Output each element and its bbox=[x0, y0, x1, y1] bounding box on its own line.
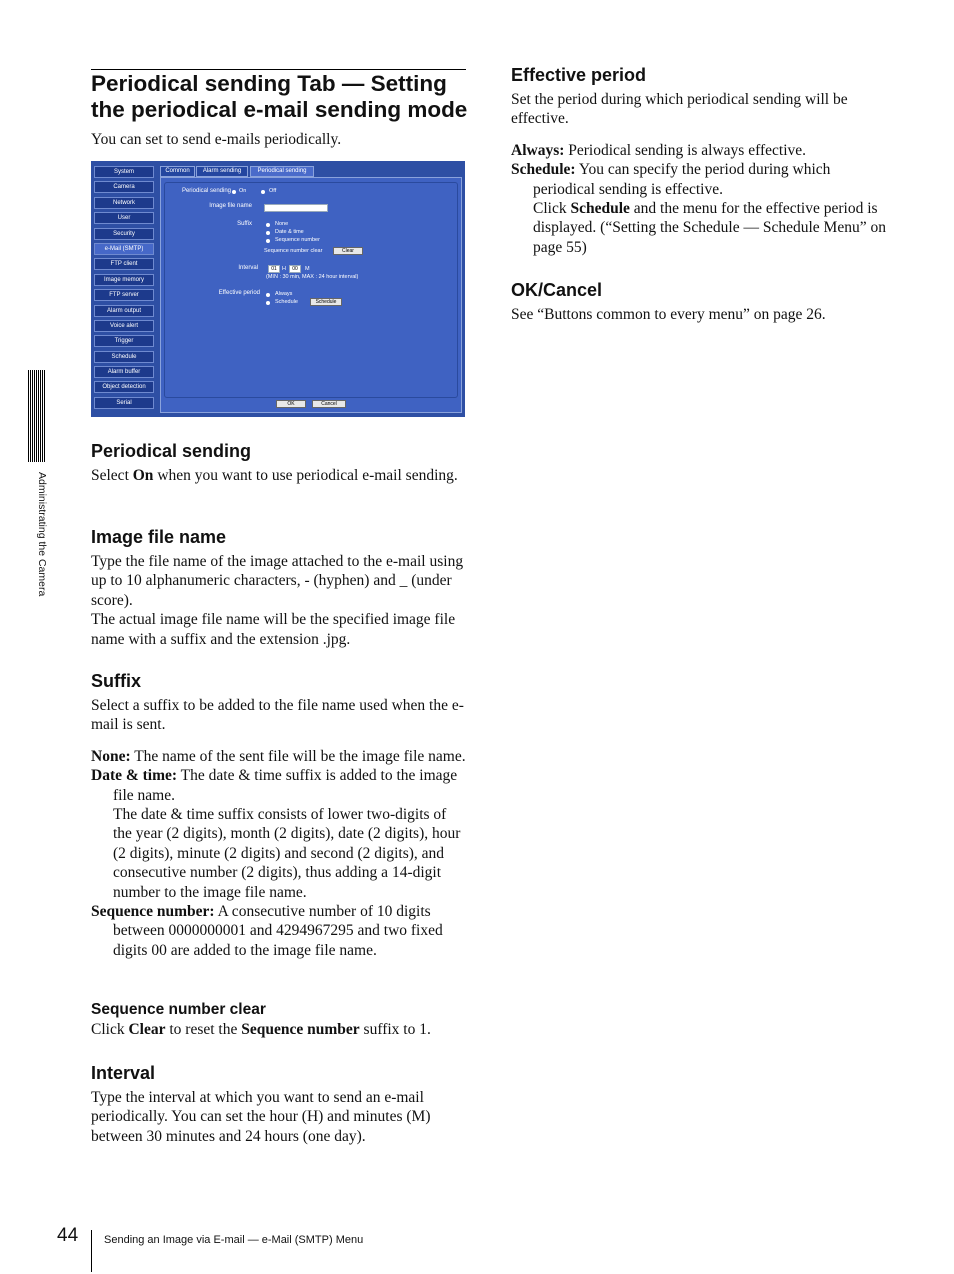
tab-periodical-sending[interactable]: Periodical sending bbox=[250, 166, 314, 177]
page-title: Periodical sending Tab — Setting the periodical e-mail sending mode bbox=[91, 71, 468, 122]
nav-item-serial[interactable]: Serial bbox=[94, 397, 154, 409]
nav-item-email[interactable]: e-Mail (SMTP) bbox=[94, 243, 154, 255]
suffix-seq-label: Sequence number bbox=[275, 237, 320, 243]
periodical-label: Periodical sending bbox=[181, 188, 231, 194]
sequence-clear-text: Click Clear to reset the Sequence number suffix to 1. bbox=[91, 1021, 431, 1038]
heading-sequence-number-clear: Sequence number clear bbox=[91, 1001, 266, 1018]
radio-on[interactable] bbox=[232, 190, 236, 194]
cancel-button[interactable]: Cancel bbox=[312, 400, 346, 408]
ok-button[interactable]: OK bbox=[276, 400, 306, 408]
interval-minute-input[interactable]: 00 bbox=[289, 265, 301, 273]
nav-item-system[interactable]: System bbox=[94, 166, 154, 178]
image-file-input[interactable] bbox=[264, 204, 328, 212]
nav-item-ftp-server[interactable]: FTP server bbox=[94, 289, 154, 301]
periodical-sending-text: Select On when you want to use periodical e-mail sending. bbox=[91, 467, 458, 484]
minute-unit: M bbox=[305, 266, 310, 272]
nav-item-voice-alert[interactable]: Voice alert bbox=[94, 320, 154, 332]
heading-effective-period: Effective period bbox=[511, 65, 647, 85]
interval-text: Type the interval at which you want to send an e-mail periodically. You can set the hour (H) and minutes (M) between 30 minutes and 24 hours (one day). bbox=[91, 1089, 431, 1145]
schedule-label: Schedule bbox=[275, 299, 298, 305]
effective-period-text: Set the period during which periodical sending will be effective. Always: Periodical sending is always effective. Schedule: You can specify the period during which periodical sending is effective. Click Schedule and the menu for the effective period is displayed. (“Setting the Schedule — Schedule Menu” on page 55) bbox=[511, 91, 886, 256]
chapter-label: Administrating the Camera bbox=[36, 472, 48, 597]
radio-suffix-date[interactable] bbox=[266, 231, 270, 235]
suffix-label: Suffix bbox=[237, 221, 252, 227]
hour-unit: H bbox=[282, 266, 286, 272]
radio-schedule[interactable] bbox=[266, 301, 270, 305]
heading-interval: Interval bbox=[91, 1063, 156, 1083]
nav-item-object-detection[interactable]: Object detection bbox=[94, 381, 154, 393]
radio-on-label: On bbox=[239, 188, 247, 194]
footer-text: Sending an Image via E-mail — e-Mail (SMTP) Menu bbox=[104, 1234, 364, 1246]
heading-ok-cancel: OK/Cancel bbox=[511, 280, 603, 300]
always-label: Always bbox=[275, 291, 293, 297]
heading-suffix: Suffix bbox=[91, 671, 142, 691]
intro-text: You can set to send e-mails periodically. bbox=[91, 131, 342, 148]
interval-note: (MIN : 30 min, MAX : 24 hour interval) bbox=[266, 274, 359, 280]
nav-item-image-memory[interactable]: Image memory bbox=[94, 274, 154, 286]
nav-item-camera[interactable]: Camera bbox=[94, 181, 154, 193]
footer-rule bbox=[91, 1230, 92, 1272]
seq-clear-label: Sequence number clear bbox=[264, 248, 323, 254]
nav-item-network[interactable]: Network bbox=[94, 197, 154, 209]
radio-always[interactable] bbox=[266, 293, 270, 297]
radio-suffix-seq[interactable] bbox=[266, 239, 270, 243]
settings-screenshot bbox=[91, 161, 465, 417]
image-file-label: Image file name bbox=[209, 203, 252, 209]
tab-common[interactable]: Common bbox=[160, 166, 195, 177]
effective-label: Effective period bbox=[218, 290, 260, 296]
nav-item-security[interactable]: Security bbox=[94, 228, 154, 240]
suffix-date-label: Date & time bbox=[275, 229, 304, 235]
interval-hour-input[interactable]: 01 bbox=[268, 265, 280, 273]
radio-off-label: Off bbox=[269, 188, 277, 194]
clear-button[interactable]: Clear bbox=[333, 247, 363, 255]
chapter-tab-marker bbox=[28, 370, 46, 462]
nav-item-alarm-output[interactable]: Alarm output bbox=[94, 305, 154, 317]
image-file-name-text: Type the file name of the image attached to the e-mail using up to 10 alphanumeric characters, - (hyphen) and _ (under score). The actual image file name will be the specified image file name with a suffix and the extension .jpg. bbox=[91, 553, 464, 648]
suffix-text: Select a suffix to be added to the file name used when the e-mail is sent. None: The name of the sent file will be the image file name. Date & time: The date & time suffix is added to the image file name. The date & time suffix consists of lower two-digits of the year (2 digits), month (2 digits), date (2 digits), hour (2 digits), minute (2 digits) and second (2 digits), and consecutive number (2 digits), thus adding a 14-digit number to the image file name. Sequence number: A consecutive number of 10 digits between 0000000001 and 4294967295 and two fixed digits 00 are added to the image file name. bbox=[91, 697, 466, 959]
settings-panel bbox=[160, 177, 462, 413]
schedule-button[interactable]: Schedule bbox=[310, 298, 342, 306]
ok-cancel-text: See “Buttons common to every menu” on page 26. bbox=[511, 306, 826, 323]
title-rule bbox=[91, 69, 466, 70]
page-number: 44 bbox=[57, 1225, 79, 1246]
heading-periodical-sending: Periodical sending bbox=[91, 441, 252, 461]
settings-form bbox=[164, 182, 458, 398]
radio-suffix-none[interactable] bbox=[266, 223, 270, 227]
nav-item-alarm-buffer[interactable]: Alarm buffer bbox=[94, 366, 154, 378]
tab-alarm-sending[interactable]: Alarm sending bbox=[196, 166, 248, 177]
suffix-none-label: None bbox=[275, 221, 289, 227]
radio-off[interactable] bbox=[261, 190, 265, 194]
interval-label: Interval bbox=[238, 265, 258, 271]
nav-item-trigger[interactable]: Trigger bbox=[94, 335, 154, 347]
nav-item-user[interactable]: User bbox=[94, 212, 154, 224]
nav-menu bbox=[94, 166, 154, 412]
nav-item-schedule[interactable]: Schedule bbox=[94, 351, 154, 363]
heading-image-file-name: Image file name bbox=[91, 527, 227, 547]
nav-item-ftp-client[interactable]: FTP client bbox=[94, 258, 154, 270]
